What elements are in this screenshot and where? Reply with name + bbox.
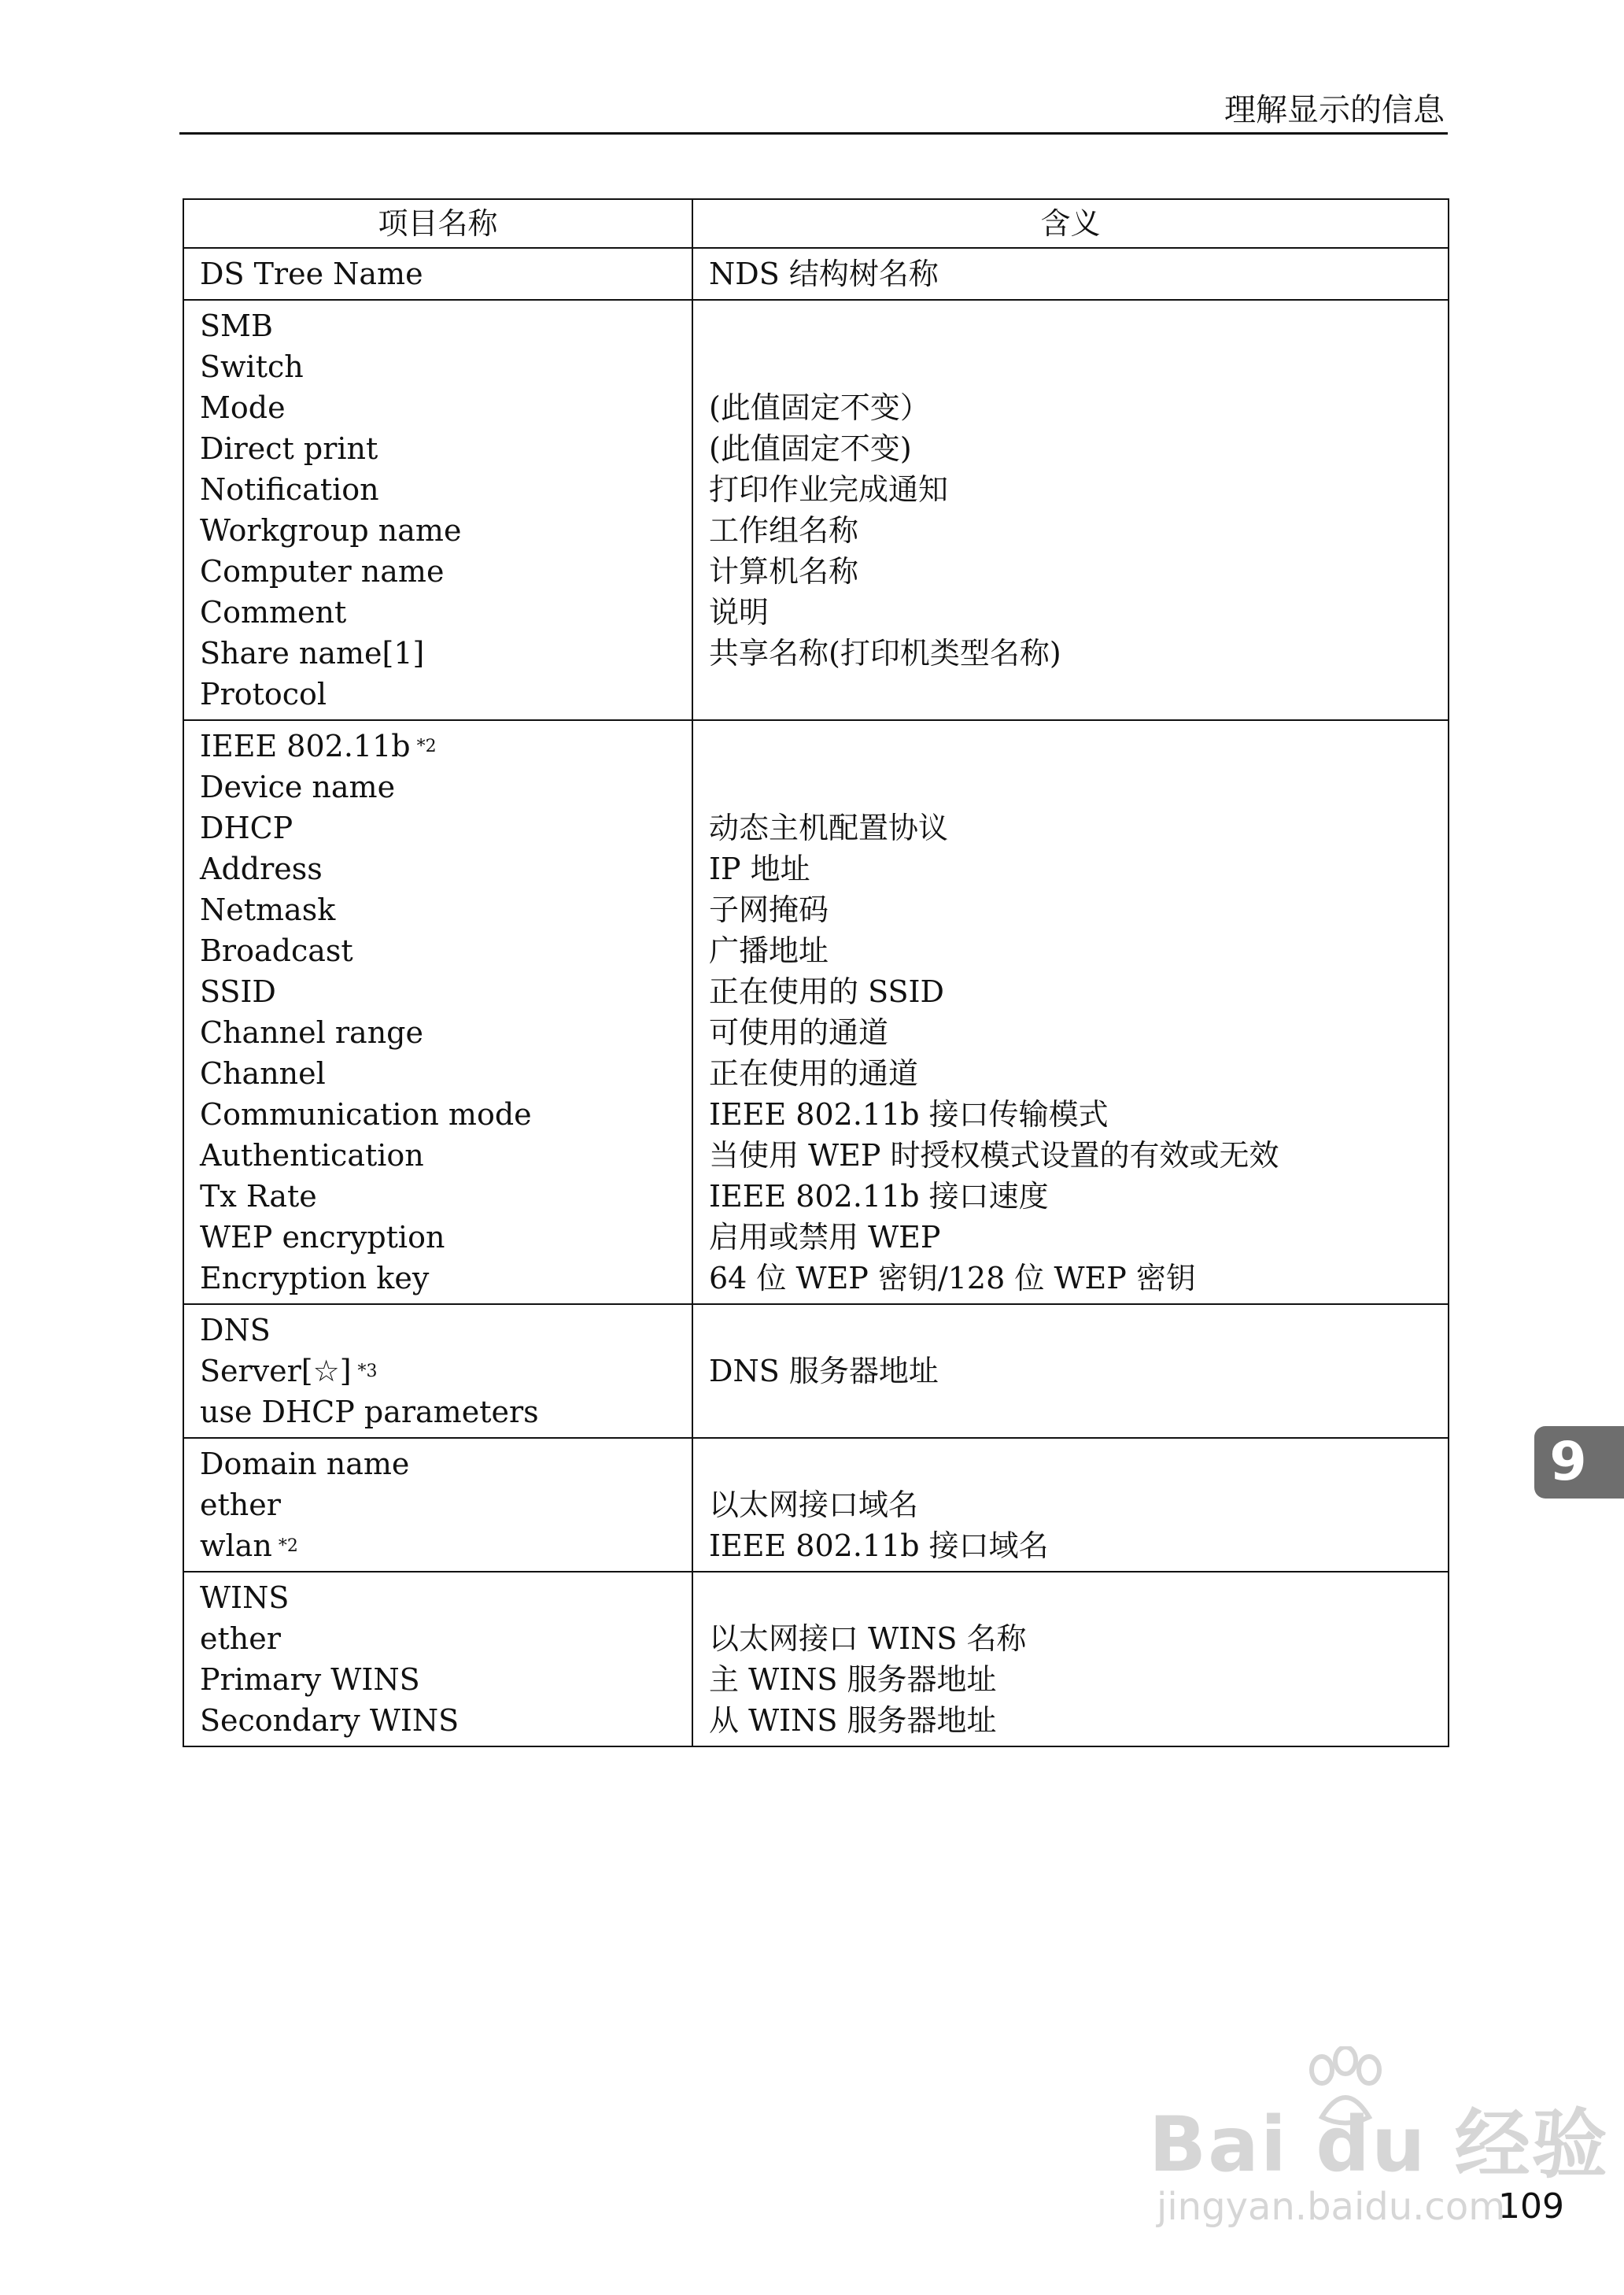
item-name: Primary WINS <box>200 1662 420 1697</box>
running-header-title: 理解显示的信息 <box>1224 92 1445 128</box>
item-line <box>200 1351 676 1391</box>
item-line <box>200 387 676 428</box>
item-name: Communication mode <box>200 1097 532 1132</box>
meaning-text <box>709 674 1432 715</box>
table-row <box>183 1572 1449 1746</box>
item-name: Switch <box>200 349 304 384</box>
meaning-text <box>709 1391 1432 1432</box>
table-row <box>183 720 1449 1304</box>
meaning-text: 打印作业完成通知 <box>709 472 949 507</box>
item-name: WEP encryption <box>200 1220 445 1255</box>
item-name: WINS <box>200 1580 290 1615</box>
watermark-site: jingyan.baidu.com <box>1157 2185 1505 2229</box>
item-name: Server[☆] <box>200 1354 352 1388</box>
page-number: 109 <box>1498 2186 1564 2227</box>
item-line <box>200 674 676 715</box>
meaning-text: 以太网接口域名 <box>709 1488 919 1522</box>
item-name: DNS <box>200 1313 271 1347</box>
meaning-text: 主 WINS 服务器地址 <box>709 1662 997 1697</box>
item-name: SSID <box>200 974 276 1009</box>
meaning-text: 正在使用的 SSID <box>709 974 944 1009</box>
meaning-cell <box>692 720 1449 1304</box>
item-name: Workgroup name <box>200 513 462 548</box>
item-line <box>200 1258 676 1299</box>
item-name: wlan <box>200 1528 272 1563</box>
item-name: Device name <box>200 770 396 804</box>
meaning-text: 动态主机配置协议 <box>709 811 949 845</box>
item-line <box>200 1391 676 1432</box>
item-line <box>200 428 676 469</box>
item-name: Domain name <box>200 1447 410 1481</box>
item-line <box>200 971 676 1012</box>
item-line <box>200 305 676 346</box>
meaning-text <box>709 726 1432 767</box>
item-name: Secondary WINS <box>200 1703 460 1738</box>
meaning-cell <box>692 1304 1449 1438</box>
item-line <box>200 1659 676 1700</box>
meaning-text: 以太网接口 WINS 名称 <box>709 1621 1027 1656</box>
item-name: Protocol <box>200 677 327 711</box>
item-name: Mode <box>200 390 286 425</box>
item-line <box>200 633 676 674</box>
meaning-cell <box>692 300 1449 720</box>
item-line <box>200 1484 676 1525</box>
item-line <box>200 510 676 551</box>
meaning-text: 64 位 WEP 密钥/128 位 WEP 密钥 <box>709 1261 1196 1295</box>
footnote-marker: *3 <box>357 1362 378 1381</box>
item-line <box>200 726 676 767</box>
item-name: ether <box>200 1621 281 1656</box>
item-name: Tx Rate <box>200 1179 317 1214</box>
item-name: Authentication <box>200 1138 424 1173</box>
table-row <box>183 300 1449 720</box>
meaning-cell <box>692 1572 1449 1746</box>
item-name: Notification <box>200 472 379 507</box>
meaning-cell <box>692 1438 1449 1572</box>
running-header <box>179 88 1448 135</box>
column-header-meaning: 含义 <box>692 199 1449 248</box>
item-line <box>200 1310 676 1351</box>
item-line <box>200 808 676 848</box>
item-line <box>200 889 676 930</box>
meaning-text: (此值固定不变) <box>709 431 912 466</box>
footnote-marker: *2 <box>278 1536 298 1556</box>
item-line <box>200 1700 676 1741</box>
meaning-text: 正在使用的通道 <box>709 1056 919 1091</box>
item-cell <box>183 1304 692 1438</box>
item-name: Computer name <box>200 554 445 589</box>
item-line <box>200 1525 676 1566</box>
meaning-text: 子网掩码 <box>709 893 829 927</box>
item-line <box>200 1176 676 1217</box>
item-line <box>200 930 676 971</box>
watermark-brand: Bai du 经验 <box>1149 2101 1609 2189</box>
meaning-text: 从 WINS 服务器地址 <box>709 1703 997 1738</box>
item-line <box>200 767 676 808</box>
meaning-text <box>709 305 1432 346</box>
item-name: Channel range <box>200 1015 423 1050</box>
item-line <box>200 592 676 633</box>
item-line <box>200 469 676 510</box>
column-header-item-name: 项目名称 <box>183 199 692 248</box>
item-name: Address <box>200 852 323 886</box>
item-cell <box>183 300 692 720</box>
meaning-text: IEEE 802.11b 接口传输模式 <box>709 1097 1109 1132</box>
chapter-number: 9 <box>1549 1431 1587 1493</box>
item-cell <box>183 1572 692 1746</box>
item-name: DHCP <box>200 811 293 845</box>
item-line <box>200 1135 676 1176</box>
meaning-text: IP 地址 <box>709 852 810 886</box>
item-name: Broadcast <box>200 933 353 968</box>
meaning-text: DNS 服务器地址 <box>709 1354 939 1388</box>
item-line <box>200 1053 676 1094</box>
table-row <box>183 1304 1449 1438</box>
meaning-text: 当使用 WEP 时授权模式设置的有效或无效 <box>709 1138 1279 1173</box>
meaning-text: 可使用的通道 <box>709 1015 889 1050</box>
table-body <box>183 248 1449 1746</box>
item-line <box>200 848 676 889</box>
meaning-text: NDS 结构树名称 <box>709 257 939 291</box>
item-name: ether <box>200 1488 281 1522</box>
item-line <box>200 1094 676 1135</box>
chapter-tab <box>1534 1426 1624 1499</box>
meaning-text: 共享名称(打印机类型名称) <box>709 636 1061 671</box>
item-cell <box>183 248 692 300</box>
meaning-text <box>709 767 1432 808</box>
item-cell <box>183 720 692 1304</box>
item-line <box>200 1577 676 1618</box>
item-line <box>200 1618 676 1659</box>
meaning-text: IEEE 802.11b 接口速度 <box>709 1179 1049 1214</box>
item-name: SMB <box>200 309 273 343</box>
item-line <box>200 1217 676 1258</box>
item-line <box>200 253 676 294</box>
meaning-text <box>709 1310 1432 1351</box>
meaning-text: (此值固定不变） <box>709 390 930 425</box>
item-name: DS Tree Name <box>200 257 423 291</box>
item-name: Direct print <box>200 431 378 466</box>
meaning-text <box>709 346 1432 387</box>
table-header-row <box>183 199 1449 248</box>
item-line <box>200 346 676 387</box>
meaning-cell <box>692 248 1449 300</box>
meaning-text: 说明 <box>709 595 770 630</box>
item-name: Encryption key <box>200 1261 430 1295</box>
footnote-marker: *2 <box>416 737 437 756</box>
meaning-text <box>709 1443 1432 1484</box>
item-line <box>200 1443 676 1484</box>
table-row <box>183 248 1449 300</box>
item-name: Netmask <box>200 893 336 927</box>
meaning-text: 计算机名称 <box>709 554 859 589</box>
item-line <box>200 551 676 592</box>
info-table <box>183 198 1449 1747</box>
meaning-text: IEEE 802.11b 接口域名 <box>709 1528 1049 1563</box>
item-name: IEEE 802.11b <box>200 729 411 763</box>
meaning-text: 广播地址 <box>709 933 829 968</box>
meaning-text: 工作组名称 <box>709 513 859 548</box>
meaning-text <box>709 1577 1432 1618</box>
item-name: Channel <box>200 1056 326 1091</box>
item-cell <box>183 1438 692 1572</box>
item-name: Comment <box>200 595 347 630</box>
table-row <box>183 1438 1449 1572</box>
item-name: use DHCP parameters <box>200 1395 539 1429</box>
item-name: Share name[1] <box>200 636 425 671</box>
item-line <box>200 1012 676 1053</box>
meaning-text: 启用或禁用 WEP <box>709 1220 941 1255</box>
